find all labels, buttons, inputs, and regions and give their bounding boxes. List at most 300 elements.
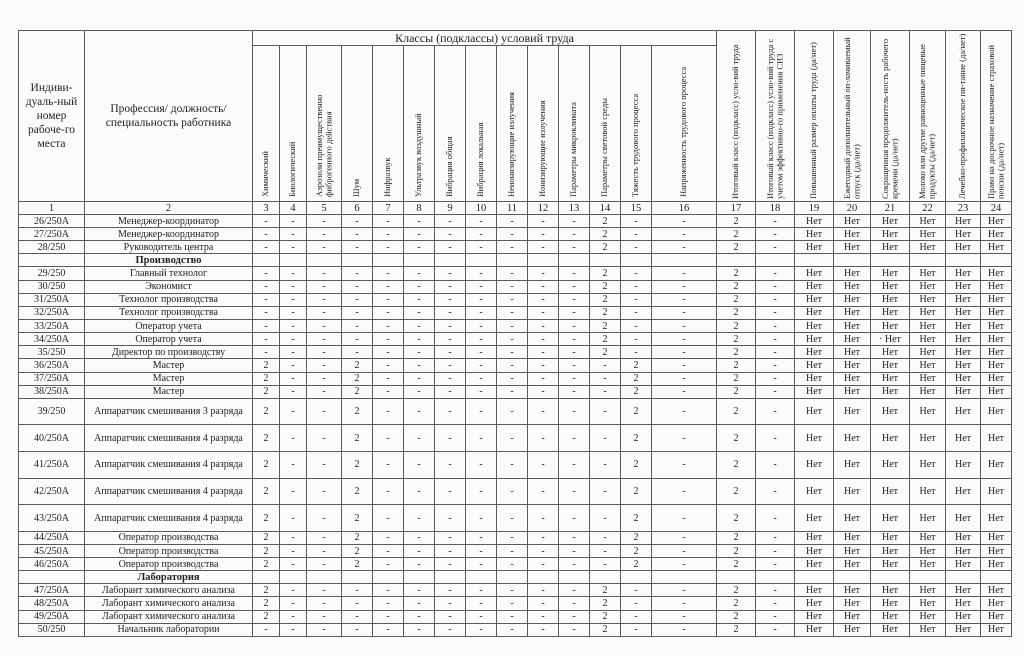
header-factor-label: Неионизирующие излучения [506,92,517,197]
table-cell: - [756,359,795,372]
table-cell: - [559,280,590,293]
table-cell: - [497,228,528,241]
table-cell: Нет [910,544,946,557]
column-number: 10 [466,202,497,215]
header-outcome-label: Лечебно-профилактическое пи-тание (да/нет) [957,33,968,199]
table-cell: - [342,241,373,254]
table-cell: - [652,372,717,385]
table-cell: Нет [871,346,910,359]
profession-name: Аппаратчик смешивания 4 разряда [85,478,253,505]
section-empty-cell [19,254,85,267]
table-cell: · Нет [871,333,910,346]
table-cell: - [559,359,590,372]
table-cell: 2 [590,280,621,293]
header-factor-label: Напряженность трудового процесса [678,66,689,197]
table-cell: - [497,346,528,359]
table-cell: - [652,346,717,359]
table-cell: Нет [834,584,871,597]
table-cell: - [373,478,404,505]
table-cell: - [497,478,528,505]
table-cell: Нет [795,610,834,623]
column-number: 6 [342,202,373,215]
table-cell: Нет [871,584,910,597]
table-cell: - [621,228,652,241]
table-cell: - [466,215,497,228]
table-cell: 2 [717,215,756,228]
workplace-number: 42/250А [19,478,85,505]
table-cell: Нет [834,319,871,332]
table-cell: - [466,293,497,306]
table-cell: - [559,452,590,479]
table-cell: Нет [834,531,871,544]
profession-name: Аппаратчик смешивания 4 разряда [85,505,253,532]
table-cell: Нет [795,478,834,505]
table-cell: Нет [981,228,1012,241]
table-cell: - [373,544,404,557]
table-cell: - [307,280,342,293]
table-cell: - [756,452,795,479]
table-cell: - [253,306,280,319]
table-cell: 2 [253,425,280,452]
profession-name: Оператор учета [85,333,253,346]
table-cell: 2 [621,478,652,505]
table-cell: Нет [981,215,1012,228]
table-cell: 2 [590,306,621,319]
table-cell: - [466,398,497,425]
column-number: 1 [19,202,85,215]
table-cell: - [280,267,307,280]
table-cell: Нет [981,280,1012,293]
table-cell: - [559,531,590,544]
table-cell: - [435,558,466,571]
table-cell: - [404,597,435,610]
section-empty-cell [497,254,528,267]
table-cell: - [652,280,717,293]
table-cell: - [435,319,466,332]
table-cell: Нет [834,372,871,385]
table-cell: 2 [717,333,756,346]
table-cell: - [435,306,466,319]
table-cell: Нет [981,452,1012,479]
table-cell: Нет [981,293,1012,306]
table-cell: - [466,333,497,346]
table-cell: - [280,623,307,636]
section-empty-cell [466,254,497,267]
table-cell: - [373,372,404,385]
table-cell: - [652,597,717,610]
profession-name: Лаборант химического анализа [85,597,253,610]
table-cell: 2 [590,215,621,228]
table-cell: 2 [717,505,756,532]
header-factor-5 [307,46,342,202]
table-cell: - [559,398,590,425]
section-empty-cell [280,571,307,584]
table-cell: - [621,267,652,280]
table-cell: - [559,293,590,306]
section-empty-cell [373,571,404,584]
table-cell: - [373,623,404,636]
workplace-number: 39/250 [19,398,85,425]
table-cell: - [559,425,590,452]
table-cell: - [280,372,307,385]
section-empty-cell [528,571,559,584]
table-cell: Нет [795,597,834,610]
table-cell: 2 [717,623,756,636]
table-cell: Нет [946,425,981,452]
table-cell: - [253,280,280,293]
table-cell: Нет [795,558,834,571]
table-cell: - [280,544,307,557]
table-cell: Нет [910,359,946,372]
table-cell: 2 [253,372,280,385]
table-cell: Нет [946,280,981,293]
table-cell: - [373,505,404,532]
table-cell: - [435,623,466,636]
table-cell: - [373,215,404,228]
table-cell: Нет [834,267,871,280]
section-empty-cell [871,571,910,584]
table-cell: - [373,597,404,610]
table-cell: - [342,293,373,306]
workplace-number: 31/250А [19,293,85,306]
table-cell: 2 [590,597,621,610]
table-cell: 2 [717,452,756,479]
table-cell: - [307,558,342,571]
table-cell: - [466,531,497,544]
table-cell: Нет [981,398,1012,425]
table-cell: Нет [871,372,910,385]
header-factor-label: Тяжесть трудового процесса [630,93,641,197]
table-cell: Нет [795,280,834,293]
table-cell: - [253,215,280,228]
table-cell: - [528,452,559,479]
header-factor-8 [404,46,435,202]
table-cell: Нет [871,398,910,425]
section-title: Лаборатория [85,571,253,584]
table-cell: Нет [795,333,834,346]
header-factor-9 [435,46,466,202]
table-cell: 2 [590,346,621,359]
table-cell: - [590,385,621,398]
table-cell: 2 [717,385,756,398]
table-cell: - [652,333,717,346]
table-row [19,610,1012,623]
table-cell: - [342,610,373,623]
workplace-number: 32/250А [19,306,85,319]
table-cell: - [497,597,528,610]
table-cell: - [528,319,559,332]
table-row [19,319,1012,332]
profession-name: Оператор производства [85,558,253,571]
header-factor-label: Ультразвук воздушный [413,113,424,197]
table-cell: - [307,584,342,597]
table-cell: - [652,319,717,332]
table-cell: - [756,544,795,557]
table-cell: - [756,280,795,293]
table-cell: - [528,505,559,532]
table-cell: - [756,558,795,571]
header-factor-13 [559,46,590,202]
table-cell: - [307,319,342,332]
table-row [19,215,1012,228]
header-outcome-label: Право на досрочное назначение страховой пенсии (да/нет) [985,44,1005,199]
table-cell: 2 [253,544,280,557]
section-empty-cell [19,571,85,584]
table-cell: - [435,544,466,557]
table-cell: - [435,293,466,306]
table-cell: - [528,558,559,571]
table-cell: - [435,505,466,532]
table-cell: - [253,623,280,636]
section-empty-cell [342,254,373,267]
table-cell: - [590,372,621,385]
table-row [19,398,1012,425]
column-number: 11 [497,202,528,215]
column-number: 12 [528,202,559,215]
table-cell: - [652,478,717,505]
table-cell: Нет [795,306,834,319]
table-cell: - [621,306,652,319]
section-empty-cell [871,254,910,267]
table-cell: - [435,215,466,228]
table-cell: Нет [795,319,834,332]
table-cell: Нет [795,267,834,280]
table-cell: - [528,531,559,544]
table-cell: Нет [871,452,910,479]
table-cell: - [280,359,307,372]
table-cell: Нет [946,544,981,557]
table-cell: - [528,333,559,346]
table-cell: Нет [910,452,946,479]
table-cell: - [307,385,342,398]
table-cell: - [559,228,590,241]
table-cell: Нет [834,425,871,452]
header-factor-label: Аэрозоли преимущественно фиброгенного действия [313,94,333,197]
table-cell: - [466,478,497,505]
header-outcome-label: Молоко или другие равноценные пищевые продукты (да/нет) [917,44,937,199]
table-cell: - [559,623,590,636]
table-cell: 2 [342,478,373,505]
table-cell: - [528,267,559,280]
table-cell: - [590,558,621,571]
workplace-number: 29/250 [19,267,85,280]
table-cell: Нет [834,280,871,293]
table-cell: - [621,597,652,610]
table-cell: - [756,623,795,636]
profession-name: Аппаратчик смешивания 3 разряда [85,398,253,425]
table-cell: - [466,452,497,479]
table-cell: - [373,306,404,319]
table-cell: - [404,584,435,597]
header-factor-label: Вибрация общая [444,136,455,197]
table-cell: - [756,267,795,280]
table-cell: - [280,293,307,306]
profession-name: Аппаратчик смешивания 4 разряда [85,452,253,479]
table-cell: - [528,228,559,241]
section-empty-cell [435,571,466,584]
table-row [19,267,1012,280]
header-factor-6 [342,46,373,202]
table-cell: - [652,267,717,280]
table-cell: - [497,293,528,306]
table-cell: - [528,215,559,228]
table-cell: - [404,359,435,372]
profession-name: Оператор производства [85,544,253,557]
table-cell: - [404,346,435,359]
table-cell: - [435,584,466,597]
section-empty-cell [621,571,652,584]
section-empty-cell [307,571,342,584]
table-cell: Нет [981,267,1012,280]
table-cell: - [652,544,717,557]
header-factor-16 [652,46,717,202]
table-cell: 2 [590,319,621,332]
table-row [19,425,1012,452]
table-cell: Нет [795,241,834,254]
table-cell: - [756,505,795,532]
table-cell: - [497,267,528,280]
table-cell: Нет [981,306,1012,319]
table-cell: - [342,267,373,280]
table-cell: - [528,346,559,359]
table-cell: - [307,623,342,636]
table-cell: - [307,531,342,544]
table-cell: - [404,398,435,425]
header-factor-label: Шум [351,178,362,197]
table-cell: Нет [910,346,946,359]
table-cell: - [280,280,307,293]
table-cell: 2 [342,425,373,452]
table-cell: - [466,228,497,241]
table-row [19,558,1012,571]
table-cell: 2 [621,505,652,532]
section-title: Производство [85,254,253,267]
section-empty-cell [652,254,717,267]
table-cell: - [404,531,435,544]
section-empty-cell [435,254,466,267]
profession-name: Мастер [85,385,253,398]
table-cell: Нет [946,267,981,280]
table-cell: - [280,319,307,332]
table-cell: Нет [795,372,834,385]
table-cell: Нет [981,584,1012,597]
table-cell: - [342,623,373,636]
table-cell: 2 [621,372,652,385]
section-empty-cell [946,571,981,584]
table-cell: 2 [253,385,280,398]
table-cell: - [466,306,497,319]
table-cell: - [590,359,621,372]
table-cell: Нет [871,215,910,228]
table-cell: - [373,452,404,479]
table-cell: Нет [946,478,981,505]
column-number: 17 [717,202,756,215]
table-cell: - [373,359,404,372]
workplace-number: 49/250А [19,610,85,623]
table-cell: Нет [910,597,946,610]
table-cell: - [497,425,528,452]
table-cell: - [404,241,435,254]
table-cell: Нет [981,558,1012,571]
table-cell: - [756,478,795,505]
table-cell: Нет [871,544,910,557]
header-factor-3 [253,46,280,202]
table-cell: Нет [871,306,910,319]
header-col21-cell [871,31,910,202]
table-cell: - [528,425,559,452]
table-cell: - [342,346,373,359]
column-number: 21 [871,202,910,215]
table-cell: - [404,425,435,452]
table-cell: - [559,241,590,254]
table-cell: - [756,333,795,346]
table-cell: - [280,452,307,479]
section-empty-cell [373,254,404,267]
table-cell: Нет [871,319,910,332]
table-cell: - [435,385,466,398]
table-cell: Нет [910,623,946,636]
table-cell: - [621,610,652,623]
header-col19-cell [795,31,834,202]
table-cell: 2 [342,544,373,557]
table-cell: Нет [834,623,871,636]
workplace-number: 41/250А [19,452,85,479]
table-cell: Нет [981,610,1012,623]
table-cell: Нет [910,333,946,346]
section-empty-cell [834,571,871,584]
table-cell: Нет [910,267,946,280]
table-cell: - [435,398,466,425]
table-cell: - [435,228,466,241]
table-cell: Нет [871,597,910,610]
table-cell: 2 [717,610,756,623]
table-cell: Нет [871,610,910,623]
table-cell: - [559,215,590,228]
table-cell: - [253,319,280,332]
table-row [19,346,1012,359]
table-cell: Нет [946,346,981,359]
table-cell: 2 [717,544,756,557]
table-cell: - [497,531,528,544]
table-cell: - [404,544,435,557]
table-cell: - [497,241,528,254]
table-cell: 2 [717,597,756,610]
table-cell: - [373,398,404,425]
workplace-number: 50/250 [19,623,85,636]
table-cell: Нет [910,293,946,306]
table-cell: - [528,241,559,254]
table-cell: 2 [621,544,652,557]
table-cell: - [280,398,307,425]
table-cell: - [559,505,590,532]
table-cell: - [497,544,528,557]
table-cell: - [307,478,342,505]
section-empty-cell [590,571,621,584]
table-cell: Нет [910,584,946,597]
table-cell: - [373,333,404,346]
column-number: 18 [756,202,795,215]
table-row [19,306,1012,319]
table-cell: 2 [253,452,280,479]
header-factor-label: Параметры микроклимата [568,102,579,197]
table-cell: Нет [834,505,871,532]
column-number: 4 [280,202,307,215]
table-cell: - [621,241,652,254]
table-cell: - [280,478,307,505]
table-cell: - [435,452,466,479]
table-cell: - [528,398,559,425]
table-cell: - [652,385,717,398]
